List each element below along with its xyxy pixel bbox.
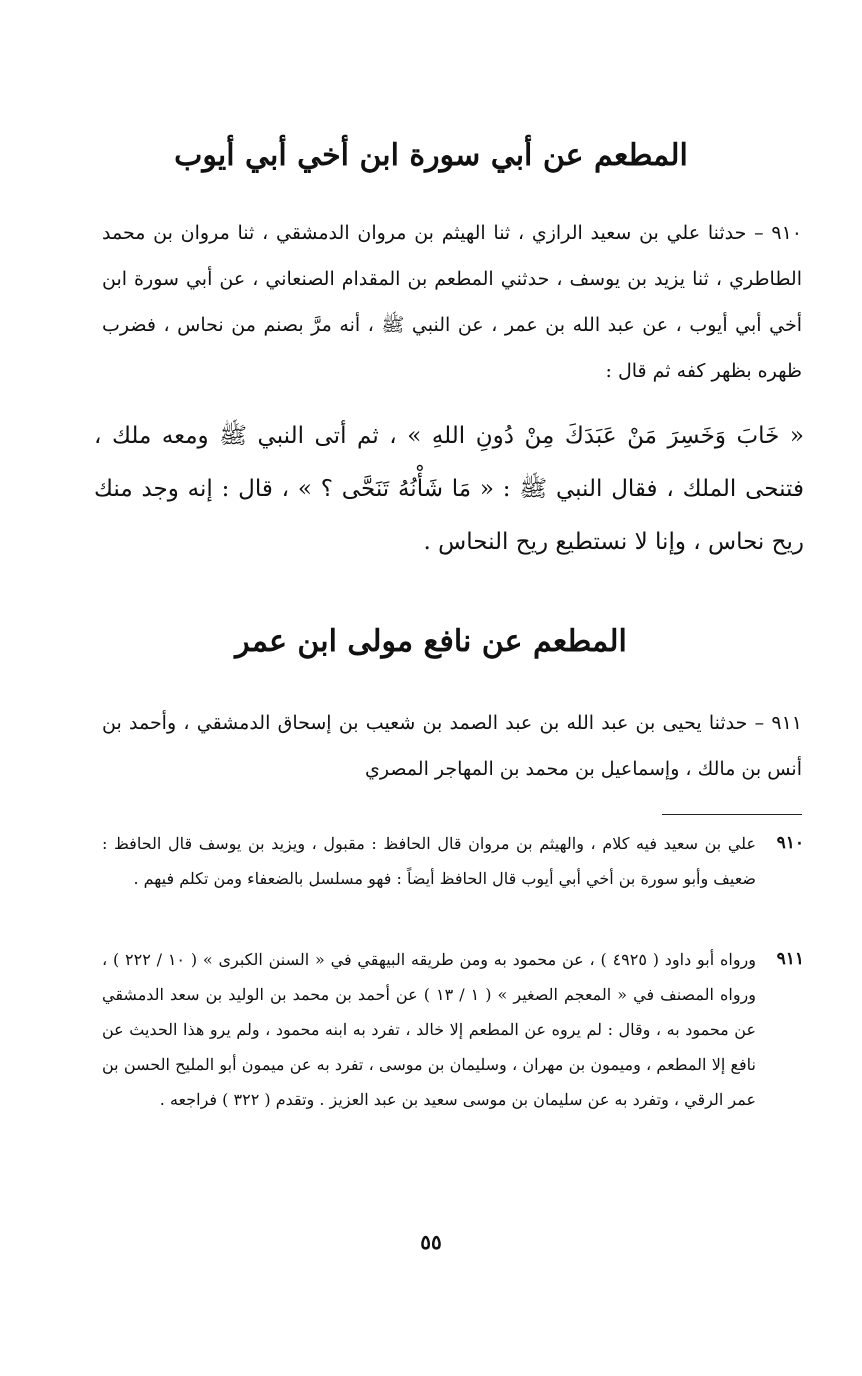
section-heading-1: المطعم عن أبي سورة ابن أخي أبي أيوب <box>174 138 688 173</box>
footnote-910 <box>102 826 804 896</box>
footnote-number: ٩١١ <box>776 949 804 969</box>
footnote-separator <box>662 814 802 815</box>
footnote-number: ٩١٠ <box>776 833 804 853</box>
page-number: ٥٥ <box>420 1230 442 1254</box>
section-heading-2: المطعم عن نافع مولى ابن عمر <box>235 624 627 659</box>
hadith-911-intro: ٩١١ – حدثنا يحيى بن عبد الله بن عبد الصمد بن شعيب بن إسحاق الدمشقي ، وأحمد بن أنس بن مالك ، وإسماعيل بن محمد بن المهاجر المصري <box>102 712 802 780</box>
hadith-910-intro: ٩١٠ – حدثنا علي بن سعيد الرازي ، ثنا الهيثم بن مروان الدمشقي ، ثنا مروان بن محمد الطاطري ، ثنا يزيد بن يوسف ، حدثني المطعم بن المقدام الصنعاني ، عن أبي سورة ابن أخي أبي أيوب ، عن عبد الله بن عمر ، عن النبي ﷺ ، أنه مرَّ بصنم من نحاس ، فضرب ظهره بظهر كفه ثم قال : <box>102 222 802 382</box>
footnote-911 <box>102 942 804 1117</box>
hadith-910-quote: « خَابَ وَخَسِرَ مَنْ عَبَدَكَ مِنْ دُونِ اللهِ » ، ثم أتى النبي ﷺ ومعه ملك ، فتنحى الملك ، فقال النبي ﷺ : « مَا شَأْنُهُ تَنَحَّى ؟ » ، قال : إنه وجد منك ريح نحاس ، وإنا لا نستطيع ريح النحاس . <box>94 423 804 555</box>
footnote-text: علي بن سعيد فيه كلام ، والهيثم بن مروان قال الحافظ : مقبول ، ويزيد بن يوسف قال الحافظ : ضعيف وأبو سورة بن أخي أبي أيوب قال الحافظ أيضاً : فهو مسلسل بالضعفاء ومن تكلم فيهم . <box>102 834 756 888</box>
footnote-text: ورواه أبو داود ( ٤٩٢٥ ) ، عن محمود به ومن طريقه البيهقي في « السنن الكبرى » ( ١٠ / ٢٢٢ ) ، ورواه المصنف في « المعجم الصغير » ( ١ / ١٣ ) عن أحمد بن محمد بن الوليد بن سعد الدمشقي عن محمود به ، وقال : لم يروه عن المطعم إلا خالد ، تفرد به ابنه محمود ، ولم يرو هذا الحديث عن نافع إلا المطعم ، وميمون بن مهران ، وسليمان بن موسى ، تفرد به عن ميمون أبو المليح الحسن بن عمر الرقي ، وتفرد به عن سليمان بن موسى سعيد بن عبد العزيز . وتقدم ( ٣٢٢ ) فراجعه . <box>102 950 757 1109</box>
